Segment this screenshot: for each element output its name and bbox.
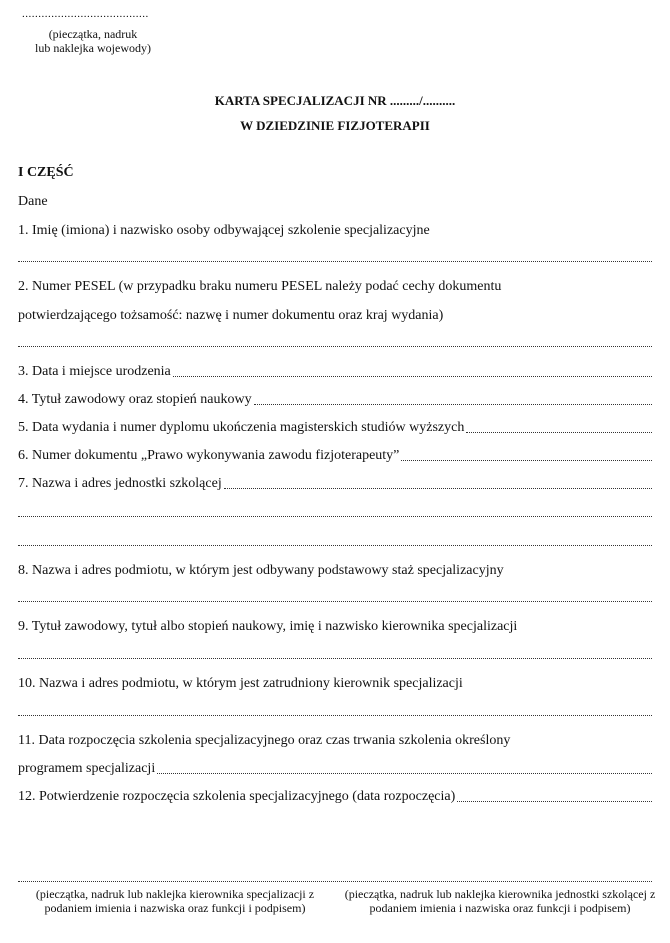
field-12-label: 12. Potwierdzenie rozpoczęcia szkolenia specjalizacyjnego (data rozpoczęcia)	[18, 789, 456, 804]
field-12-input-line[interactable]	[457, 800, 652, 802]
field-2-label-line2: potwierdzającego tożsamość: nazwę i numer dokumentu oraz kraj wydania)	[18, 308, 444, 323]
field-6-input-line[interactable]	[401, 459, 652, 461]
signature-right-caption: (pieczątka, nadruk lub naklejka kierownika jednostki szkolącej z podaniem imienia i nazwiska oraz funkcji i podpisem)	[344, 887, 656, 915]
field-10-input-line[interactable]	[18, 715, 652, 716]
field-11-input-line[interactable]	[157, 772, 652, 774]
field-7-input-line[interactable]	[224, 487, 652, 489]
voivode-stamp-caption-line1: (pieczątka, nadruk	[48, 27, 138, 41]
field-11-label-line2: programem specjalizacji	[18, 761, 156, 776]
voivode-stamp-caption	[18, 27, 168, 55]
field-5-input-line[interactable]	[466, 431, 652, 433]
voivode-stamp-dots: .......................................	[22, 8, 149, 20]
field-6-label: 6. Numer dokumentu „Prawo wykonywania zawodu fizjoterapeuty”	[18, 448, 400, 463]
field-4-label: 4. Tytuł zawodowy oraz stopień naukowy	[18, 392, 252, 407]
field-7-input-line-3[interactable]	[18, 545, 652, 546]
field-8-label: 8. Nazwa i adres podmiotu, w którym jest odbywany podstawowy staż specjalizacyjny	[18, 563, 504, 578]
field-6-row[interactable]	[18, 447, 652, 465]
field-2-label-line1: 2. Numer PESEL (w przypadku braku numeru PESEL należy podać cechy dokumentu	[18, 279, 502, 294]
signature-left-caption: (pieczątka, nadruk lub naklejka kierownika specjalizacji z podaniem imienia i nazwiska oraz funkcji i podpisem)	[35, 887, 315, 915]
document-title-line2: W DZIEDZINIE FIZJOTERAPII	[240, 118, 430, 133]
field-4-row[interactable]	[18, 391, 652, 409]
field-5-label: 5. Data wydania i numer dyplomu ukończenia magisterskich studiów wyższych	[18, 420, 465, 435]
field-5-row[interactable]	[18, 419, 652, 437]
field-8-input-line[interactable]	[18, 601, 652, 602]
field-11-row[interactable]	[18, 760, 652, 778]
field-2-input-line[interactable]	[18, 346, 652, 347]
field-12-row[interactable]	[18, 788, 652, 806]
field-4-input-line[interactable]	[254, 403, 652, 405]
field-9-input-line[interactable]	[18, 658, 652, 659]
signature-dotted-line[interactable]	[18, 881, 652, 882]
field-7-row[interactable]	[18, 475, 652, 493]
section-heading: I CZĘŚĆ	[18, 165, 74, 180]
field-3-input-line[interactable]	[173, 375, 652, 377]
field-10-label: 10. Nazwa i adres podmiotu, w którym jest zatrudniony kierownik specjalizacji	[18, 676, 463, 691]
document-title-line1: KARTA SPECJALIZACJI NR ........./..........	[214, 93, 456, 108]
field-1-input-line[interactable]	[18, 261, 652, 262]
field-3-label: 3. Data i miejsce urodzenia	[18, 364, 171, 379]
field-7-input-line-2[interactable]	[18, 516, 652, 517]
field-3-row[interactable]	[18, 363, 652, 381]
section-subheading: Dane	[18, 194, 48, 209]
voivode-stamp-caption-line2: lub naklejka wojewody)	[35, 41, 151, 55]
field-9-label: 9. Tytuł zawodowy, tytuł albo stopień naukowy, imię i nazwisko kierownika specjalizacji	[18, 619, 518, 634]
field-1-label: 1. Imię (imiona) i nazwisko osoby odbywającej szkolenie specjalizacyjne	[18, 223, 430, 238]
field-11-label-line1: 11. Data rozpoczęcia szkolenia specjalizacyjnego oraz czas trwania szkolenia określony	[18, 733, 511, 748]
field-7-label: 7. Nazwa i adres jednostki szkolącej	[18, 476, 222, 491]
